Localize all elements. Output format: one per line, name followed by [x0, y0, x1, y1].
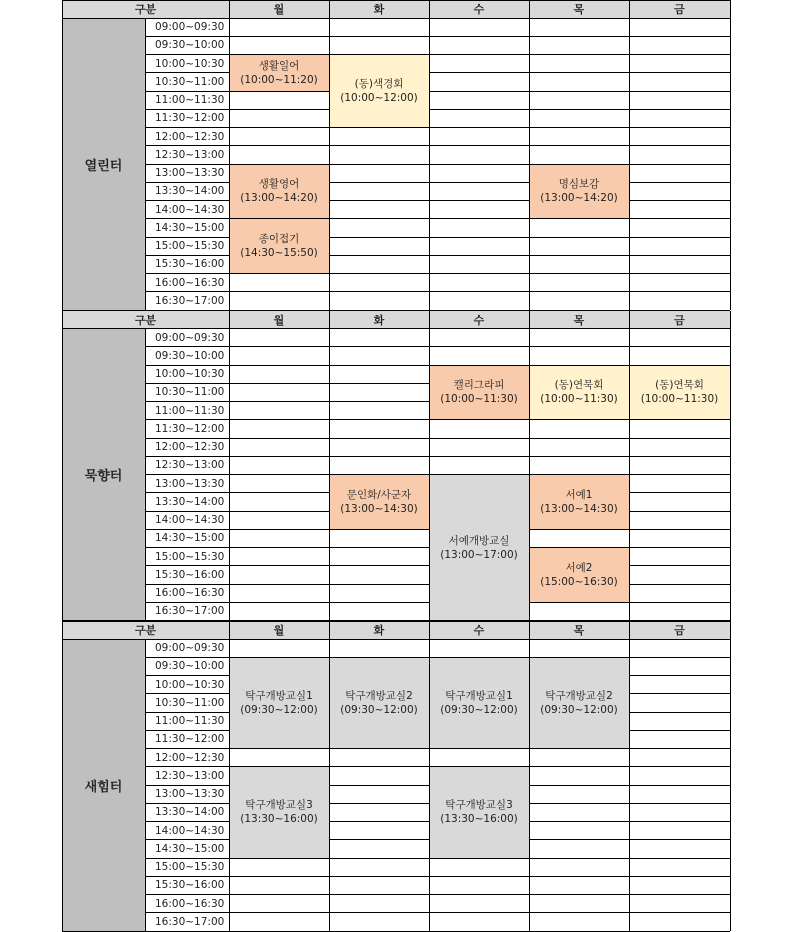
time-slot: 13:30~14:00	[155, 185, 225, 198]
class-label	[529, 548, 629, 603]
class-label	[229, 55, 329, 92]
row-divider	[529, 109, 629, 110]
time-slot: 11:30~12:00	[155, 422, 225, 435]
row-divider	[629, 456, 730, 457]
class-label	[529, 164, 629, 219]
row-divider	[329, 821, 429, 822]
time-slot: 10:00~10:30	[155, 57, 225, 70]
row-divider	[329, 200, 429, 201]
row-divider	[629, 438, 730, 439]
row-divider	[429, 273, 529, 274]
row-divider	[629, 218, 730, 219]
row-divider	[629, 803, 730, 804]
class-label	[529, 365, 629, 420]
time-slot: 13:00~13:30	[155, 788, 225, 801]
row-divider	[629, 145, 730, 146]
row-divider	[629, 766, 730, 767]
row-divider	[629, 273, 730, 274]
row-divider	[329, 291, 429, 292]
row-divider	[329, 237, 429, 238]
time-slot: 10:30~11:00	[155, 75, 225, 88]
header-day-5: 금	[674, 313, 685, 327]
row-divider	[329, 894, 429, 895]
row-divider	[429, 127, 529, 128]
time-slot: 10:30~11:00	[155, 386, 225, 399]
header-day-2: 화	[373, 3, 385, 16]
class-label	[229, 164, 329, 219]
column-divider	[730, 639, 731, 931]
section-name: 묵향터	[84, 469, 123, 484]
row-divider	[529, 858, 629, 859]
row-divider	[629, 91, 730, 92]
time-slot: 15:00~15:30	[155, 861, 225, 874]
row-divider	[429, 164, 529, 165]
header-day-4: 목	[573, 313, 585, 327]
row-divider	[629, 894, 730, 895]
class-time: (10:00~12:00)	[340, 92, 418, 104]
row-divider	[429, 72, 529, 73]
time-slot: 13:00~13:30	[155, 167, 225, 180]
row-divider	[529, 255, 629, 256]
row-divider	[229, 565, 329, 566]
row-divider	[629, 730, 730, 731]
time-slot: 13:00~13:30	[155, 477, 225, 490]
row-divider	[329, 365, 429, 366]
time-slot: 14:00~14:30	[155, 514, 225, 527]
time-slot: 16:30~17:00	[155, 915, 225, 928]
row-divider	[529, 839, 629, 840]
row-divider	[229, 456, 329, 457]
class-time: (10:00~11:30)	[540, 393, 618, 406]
row-divider	[529, 803, 629, 804]
class-name: 서예2	[565, 561, 593, 574]
class-name: 명심보감	[558, 178, 600, 191]
class-time: (15:00~16:30)	[540, 575, 618, 588]
row-divider	[529, 237, 629, 238]
header-day-4: 목	[573, 624, 585, 637]
row-divider	[629, 839, 730, 840]
row-divider	[629, 291, 730, 292]
row-divider	[429, 54, 529, 55]
row-divider	[229, 36, 329, 37]
header-day-2: 화	[373, 624, 385, 637]
class-name: 문인화/사군자	[346, 488, 412, 501]
row-divider	[429, 145, 529, 146]
class-name: (동)연묵회	[655, 379, 704, 392]
row-divider	[629, 565, 730, 566]
row-divider	[229, 365, 329, 366]
class-name: 종이접기	[258, 233, 300, 246]
row-divider	[329, 839, 429, 840]
row-divider	[629, 675, 730, 676]
time-slot: 15:30~16:00	[155, 568, 225, 581]
row-divider	[329, 438, 429, 439]
class-label	[229, 657, 329, 748]
time-slot: 11:00~11:30	[155, 404, 225, 417]
time-slot: 13:30~14:00	[155, 495, 225, 508]
time-slot: 15:00~15:30	[155, 550, 225, 563]
class-label	[429, 365, 529, 420]
time-slot: 15:30~16:00	[155, 258, 225, 271]
time-slot: 11:00~11:30	[155, 715, 225, 728]
row-divider	[229, 346, 329, 347]
time-slot: 09:30~10:00	[155, 39, 225, 52]
class-time: (09:30~12:00)	[440, 703, 518, 716]
row-divider	[629, 657, 730, 658]
row-divider	[429, 346, 529, 347]
class-time: (10:00~11:20)	[240, 73, 318, 86]
time-slot: 09:00~09:30	[155, 21, 225, 34]
row-divider	[429, 200, 529, 201]
row-divider	[329, 456, 429, 457]
row-divider	[429, 182, 529, 183]
row-divider	[529, 91, 629, 92]
time-slot: 12:00~12:30	[155, 751, 225, 764]
row-divider	[629, 182, 730, 183]
row-divider	[429, 438, 529, 439]
row-divider	[329, 218, 429, 219]
row-divider	[629, 858, 730, 859]
row-divider	[629, 511, 730, 512]
time-slot: 14:30~15:00	[155, 221, 225, 234]
class-label	[629, 365, 730, 420]
class-name: 탁구개방교실3	[245, 799, 313, 812]
class-label	[229, 767, 329, 858]
class-name: 탁구개방교실1	[445, 689, 513, 702]
row-divider	[329, 346, 429, 347]
class-name: 탁구개방교실1	[245, 689, 313, 702]
row-divider	[529, 456, 629, 457]
row-divider	[229, 419, 329, 420]
time-slot: 12:30~13:00	[155, 148, 225, 161]
time-slot: 12:00~12:30	[155, 441, 225, 454]
row-divider	[329, 876, 429, 877]
row-divider	[429, 109, 529, 110]
header-day-5: 금	[674, 3, 685, 16]
row-divider	[429, 255, 529, 256]
class-label	[429, 475, 529, 621]
row-divider	[329, 255, 429, 256]
row-divider	[329, 547, 429, 548]
time-slot: 15:00~15:30	[155, 240, 225, 253]
section-name: 열린터	[84, 158, 123, 174]
time-slot: 12:00~12:30	[155, 130, 225, 143]
row-divider	[329, 584, 429, 585]
class-time: (14:30~15:50)	[240, 247, 318, 260]
row-divider	[329, 766, 429, 767]
row-divider	[629, 547, 730, 548]
class-time: (10:00~11:30)	[640, 393, 719, 406]
class-time: (13:00~14:30)	[340, 502, 418, 515]
row-divider	[229, 145, 329, 146]
time-slot: 14:00~14:30	[155, 203, 225, 216]
row-divider	[329, 36, 429, 37]
row-divider	[329, 565, 429, 566]
time-slot: 16:30~17:00	[155, 294, 225, 307]
class-time: (13:30~16:00)	[240, 813, 318, 826]
class-label	[429, 657, 529, 748]
row-divider	[229, 511, 329, 512]
row-divider	[229, 474, 329, 475]
time-slot: 11:30~12:00	[155, 733, 225, 746]
row-divider	[229, 127, 329, 128]
row-divider	[529, 346, 629, 347]
header-day-3: 수	[473, 3, 485, 16]
row-divider	[229, 547, 329, 548]
row-divider	[429, 237, 529, 238]
row-divider	[629, 821, 730, 822]
time-slot: 16:00~16:30	[155, 587, 225, 600]
header-gubun: 구분	[134, 624, 157, 637]
row-divider	[229, 291, 329, 292]
header-day-5: 금	[674, 624, 685, 637]
row-divider	[629, 912, 730, 913]
row-divider	[529, 876, 629, 877]
class-time: (09:30~12:00)	[540, 703, 618, 716]
time-slot: 10:30~11:00	[155, 696, 225, 709]
row-divider	[529, 72, 629, 73]
class-name: 탁구개방교실3	[445, 799, 513, 812]
time-slot: 14:30~15:00	[155, 532, 225, 545]
row-divider	[329, 145, 429, 146]
class-label	[329, 657, 429, 748]
section-name: 새힘터	[84, 779, 123, 795]
row-divider	[329, 858, 429, 859]
row-divider	[529, 145, 629, 146]
row-divider	[429, 876, 529, 877]
row-divider	[529, 291, 629, 292]
row-divider	[329, 803, 429, 804]
header-day-1: 월	[273, 624, 285, 637]
row-divider	[629, 492, 730, 493]
class-time: (09:30~12:00)	[340, 703, 418, 716]
row-divider	[229, 401, 329, 402]
time-slot: 09:30~10:00	[155, 349, 225, 362]
row-divider	[629, 474, 730, 475]
class-time: (13:00~14:20)	[540, 192, 618, 205]
row-divider	[529, 785, 629, 786]
row-divider	[429, 291, 529, 292]
time-slot: 13:30~14:00	[155, 806, 225, 819]
row-divider	[629, 127, 730, 128]
class-time: (10:00~11:30)	[440, 393, 518, 406]
row-divider	[629, 584, 730, 585]
header-day-3: 수	[473, 624, 485, 637]
time-slot: 09:30~10:00	[155, 660, 225, 673]
row-divider	[229, 602, 329, 603]
time-slot: 10:00~10:30	[155, 368, 225, 381]
row-divider	[629, 255, 730, 256]
class-label	[329, 475, 429, 530]
row-divider	[629, 602, 730, 603]
row-divider	[629, 109, 730, 110]
class-label	[429, 767, 529, 858]
header-day-3: 수	[473, 313, 485, 327]
class-label	[329, 55, 429, 128]
class-name: 탁구개방교실2	[545, 689, 613, 702]
row-divider	[429, 894, 529, 895]
row-divider	[329, 273, 429, 274]
row-divider	[429, 36, 529, 37]
header-day-1: 월	[273, 313, 285, 327]
row-divider	[429, 218, 529, 219]
time-slot: 15:30~16:00	[155, 879, 225, 892]
class-name: 서예1	[565, 488, 593, 501]
row-divider	[629, 200, 730, 201]
class-time: (13:00~17:00)	[440, 548, 518, 561]
row-divider	[329, 401, 429, 402]
class-label	[529, 657, 629, 748]
row-divider	[229, 529, 329, 530]
time-slot: 10:00~10:30	[155, 678, 225, 691]
row-divider	[629, 346, 730, 347]
row-divider	[529, 821, 629, 822]
row-divider	[329, 182, 429, 183]
row-divider	[629, 54, 730, 55]
time-slot: 14:00~14:30	[155, 824, 225, 837]
row-divider	[629, 693, 730, 694]
row-divider	[229, 383, 329, 384]
time-slot: 11:30~12:00	[155, 112, 225, 125]
row-divider	[229, 438, 329, 439]
time-slot: 16:00~16:30	[155, 897, 225, 910]
class-time: (13:00~14:20)	[240, 192, 318, 205]
row-divider	[429, 912, 529, 913]
row-divider	[429, 91, 529, 92]
row-divider	[229, 894, 329, 895]
class-name: 생활일어	[258, 59, 300, 72]
time-slot: 11:00~11:30	[155, 94, 225, 107]
row-divider	[629, 529, 730, 530]
class-name: (동)색경회	[354, 78, 404, 90]
row-divider	[229, 876, 329, 877]
class-name: 생활영어	[258, 178, 300, 191]
row-divider	[329, 785, 429, 786]
time-slot: 12:30~13:00	[155, 769, 225, 782]
header-day-2: 화	[373, 313, 385, 327]
row-divider	[629, 36, 730, 37]
row-divider	[629, 712, 730, 713]
time-slot: 16:30~17:00	[155, 605, 225, 618]
class-label	[529, 475, 629, 530]
time-slot: 14:30~15:00	[155, 842, 225, 855]
row-divider	[229, 584, 329, 585]
row-divider	[329, 383, 429, 384]
row-divider	[629, 876, 730, 877]
row-divider	[629, 748, 730, 749]
row-divider	[529, 36, 629, 37]
row-divider	[629, 237, 730, 238]
class-time: (09:30~12:00)	[240, 703, 318, 716]
class-name: 캘리그라피	[453, 379, 505, 392]
class-time: (13:00~14:30)	[540, 502, 618, 515]
row-divider	[629, 164, 730, 165]
row-divider	[629, 72, 730, 73]
class-name: 서예개방교실	[448, 534, 510, 547]
header-day-4: 목	[573, 3, 585, 16]
class-time: (13:30~16:00)	[440, 813, 518, 826]
row-divider	[529, 54, 629, 55]
header-day-1: 월	[273, 3, 285, 16]
row-divider	[529, 766, 629, 767]
row-divider	[529, 438, 629, 439]
time-slot: 12:30~13:00	[155, 459, 225, 472]
column-divider	[730, 18, 731, 310]
row-divider	[529, 894, 629, 895]
header-gubun: 구분	[134, 3, 157, 16]
row-divider	[329, 164, 429, 165]
row-divider	[329, 912, 429, 913]
row-divider	[429, 456, 529, 457]
row-divider	[529, 273, 629, 274]
time-slot: 09:00~09:30	[155, 331, 225, 344]
class-name: (동)연묵회	[554, 379, 604, 392]
class-label	[229, 219, 329, 274]
row-divider	[229, 109, 329, 110]
time-slot: 16:00~16:30	[155, 276, 225, 289]
header-gubun: 구분	[134, 313, 157, 327]
row-divider	[529, 912, 629, 913]
row-divider	[229, 492, 329, 493]
row-divider	[329, 602, 429, 603]
time-slot: 09:00~09:30	[155, 642, 225, 655]
row-divider	[329, 419, 429, 420]
row-divider	[529, 127, 629, 128]
row-divider	[629, 785, 730, 786]
class-name: 탁구개방교실2	[345, 689, 413, 702]
row-divider	[229, 912, 329, 913]
